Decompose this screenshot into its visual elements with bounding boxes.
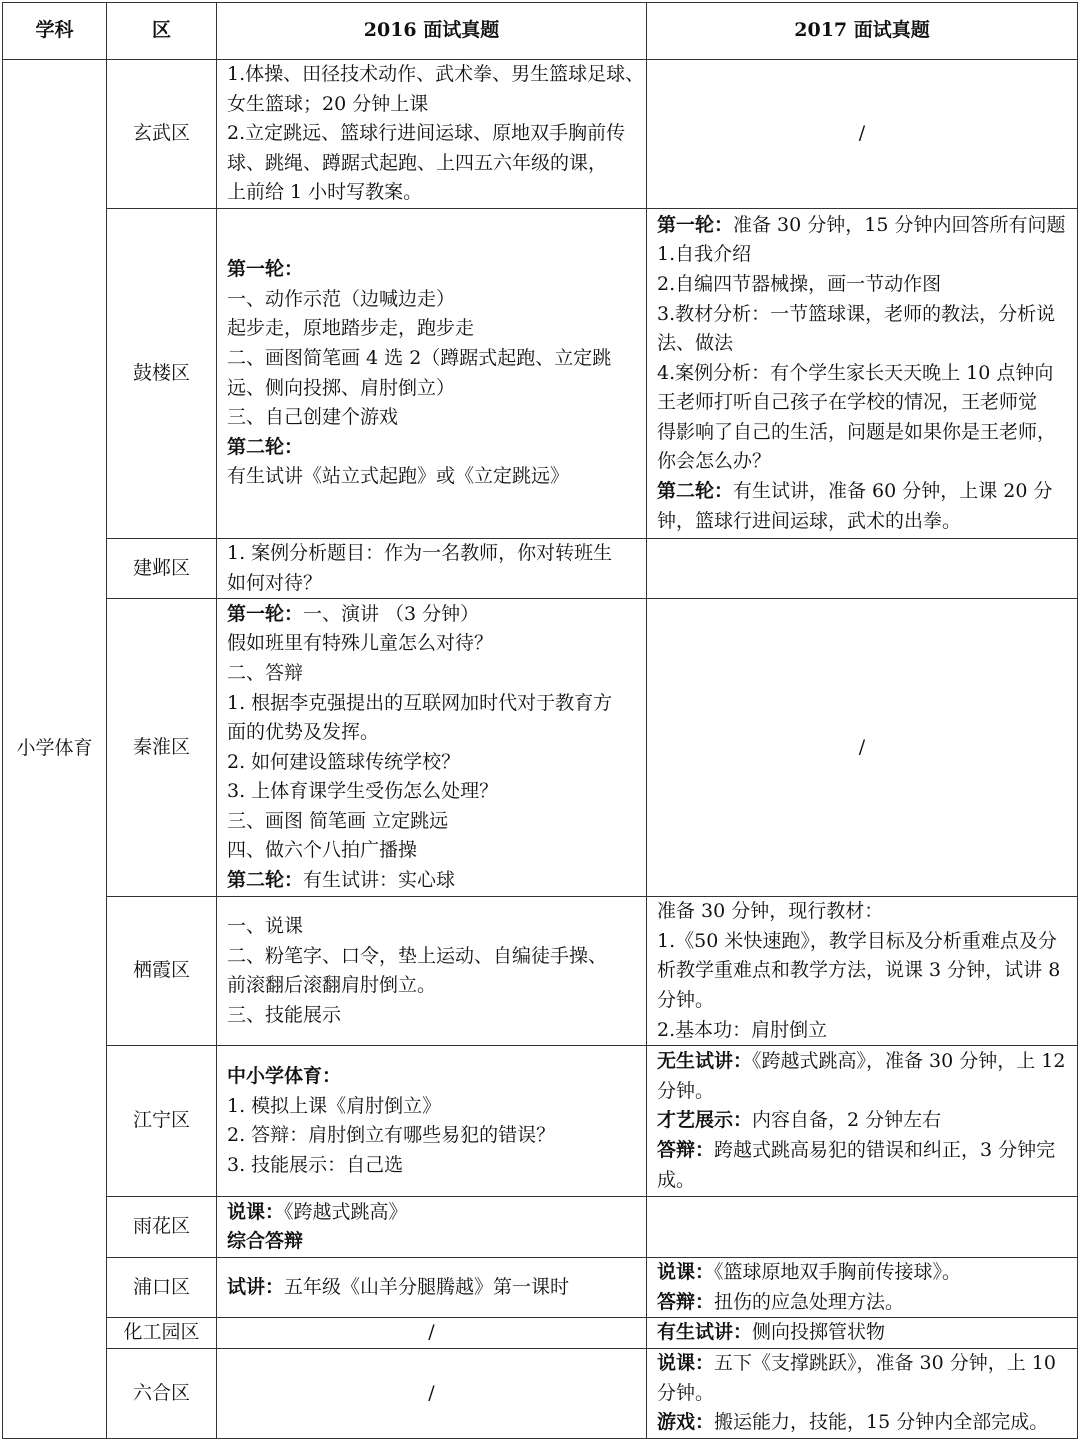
line-text: 法、做法 [657,332,734,355]
cell-line [227,1227,636,1257]
line-text: 远、侧向投掷、肩肘倒立） [227,376,456,399]
line-text: 3. 上体育课学生受伤怎么处理？ [227,780,499,803]
cell-line [227,912,636,942]
cell-line [227,807,636,837]
line-text: 三、自己创建个游戏 [227,406,399,429]
line-text: 二、答辩 [227,661,304,684]
cell-line [657,1349,1067,1379]
district-cell: 建邺区 [107,539,217,599]
cell-line [657,300,1067,330]
questions-2017-cell [647,1258,1078,1318]
cell-line [657,986,1067,1016]
table-row [3,1348,1078,1438]
cell-line [657,211,1067,241]
line-text: 《跨越式跳高》，准备 30 分钟，上 12 [752,1050,1066,1073]
cell-line [227,1318,636,1348]
bold-label: 游戏： [657,1411,715,1434]
line-text: 1.自我介绍 [657,243,752,266]
bold-label: 说课： [657,1351,715,1374]
cell-line [227,777,636,807]
cell-line [227,119,636,149]
cell-line [227,60,645,90]
line-text: 3. 技能展示：自己选 [227,1153,404,1176]
cell-line [227,942,636,972]
cell-line [227,314,636,344]
line-text: 如何对待？ [227,571,323,594]
cell-line [657,240,1067,270]
line-text: 前滚翻后滚翻肩肘倒立。 [227,974,437,997]
line-text: 起步走，原地踏步走，跑步走 [227,317,475,340]
bold-label: 试讲： [227,1275,285,1298]
line-text: 准备 30 分钟，现行教材： [657,900,884,923]
bold-label: 第二轮： [227,869,304,892]
questions-2017-cell [647,539,1078,599]
header-district: 区 [107,3,217,60]
line-text: 搬运能力，技能，15 分钟内全部完成。 [714,1411,1049,1434]
line-text: 你会怎么办？ [657,450,772,473]
header-2017: 2017 面试真题 [647,3,1078,60]
cell-line [657,447,1067,477]
table-row [3,1318,1078,1349]
cell-line [657,897,1067,927]
header-subject: 学科 [3,3,107,60]
cell-line [227,748,636,778]
cell-line [227,1121,636,1151]
questions-2016-cell [217,1197,647,1258]
questions-2016-cell [217,1046,647,1197]
header-row [3,3,1078,60]
questions-2016-cell [217,1318,647,1349]
table-row [3,1258,1078,1318]
line-text: / [428,1321,435,1344]
cell-line [657,1379,1067,1409]
line-text: 侧向投掷管状物 [752,1321,886,1344]
bold-label: 第一轮： [657,213,734,236]
district-cell: 雨花区 [107,1197,217,1258]
cell-line [227,374,636,404]
district-cell: 浦口区 [107,1258,217,1318]
header-2016: 2016 面试真题 [217,3,647,60]
bold-label: 说课： [657,1261,715,1284]
bold-label: 综合答辩 [227,1230,304,1253]
cell-line [227,1001,636,1031]
bold-label: 说课： [227,1200,285,1223]
line-text: 2. 如何建设篮球传统学校？ [227,750,461,773]
bold-label: 才艺展示： [657,1109,753,1132]
cell-line [227,1062,636,1092]
table-row [3,599,1078,897]
cell-line [657,1258,1067,1288]
cell-line [227,1198,636,1228]
line-text: 1. 根据李克强提出的互联网加时代对于教育方 [227,691,613,714]
line-text: 《跨越式跳高》 [284,1200,408,1223]
table-row [3,209,1078,539]
cell-line [227,659,636,689]
district-cell: 秦淮区 [107,599,217,897]
table-row [3,539,1078,599]
line-text: 1.体操、田径技术动作、武术拳、男生篮球足球、 [227,63,645,86]
district-cell: 化工园区 [107,1318,217,1349]
cell-line [657,477,1067,507]
cell-line [657,359,1067,389]
line-text: 内容自备，2 分钟左右 [752,1109,942,1132]
bold-label: 中小学体育： [227,1065,342,1087]
cell-line [227,866,636,896]
cell-line [227,836,636,866]
cell-line [227,629,636,659]
questions-2017-cell [647,209,1078,539]
cell-line [227,255,636,285]
cell-line [227,689,636,719]
cell-line [657,956,1067,986]
district-cell: 六合区 [107,1348,217,1438]
cell-line [227,1092,636,1122]
questions-2016-cell [217,539,647,599]
cell-line [657,1047,1067,1077]
subject-cell: 小学体育 [3,60,107,1439]
cell-line [227,539,636,569]
line-text: 准备 30 分钟，15 分钟内回答所有问题 [733,213,1066,236]
line-text: 一、说课 [227,915,304,937]
table-row [3,1046,1078,1197]
questions-2017-cell [647,1197,1078,1258]
line-text: 球、跳绳、蹲踞式起跑、上四五六年级的课， [227,151,608,174]
cell-line [657,329,1067,359]
line-text: 扭伤的应急处理方法。 [714,1290,905,1313]
line-text: 2.自编四节器械操，画一节动作图 [657,272,942,295]
cell-line [657,1136,1067,1166]
district-cell: 栖霞区 [107,897,217,1046]
line-text: 3.教材分析：一节篮球课，老师的教法，分析说 [657,302,1056,325]
cell-line [657,927,1067,957]
questions-2017-cell [647,1046,1078,1197]
questions-2016-cell [217,60,647,209]
district-cell: 江宁区 [107,1046,217,1197]
line-text: 假如班里有特殊儿童怎么对待？ [227,632,494,655]
line-text: 析教学重难点和教学方法，说课 3 分钟，试讲 8 [657,959,1061,982]
line-text: 上前给 1 小时写教案。 [227,181,423,204]
bold-label: 答辩： [657,1290,715,1313]
line-text: 有生试讲《站立式起跑》或《立定跳远》 [227,465,570,488]
cell-line [657,418,1067,448]
cell-line [657,1318,1067,1348]
cell-line [227,1151,636,1181]
cell-line [657,119,1067,149]
cell-line [227,1273,636,1303]
questions-2016-cell [217,599,647,897]
line-text: 跨越式跳高易犯的错误和纠正，3 分钟完 [714,1138,1056,1161]
line-text: / [858,735,866,758]
line-text: 有生试讲，准备 60 分钟，上课 20 分 [733,480,1053,503]
bold-label: 答辩： [657,1138,715,1161]
cell-line [227,433,636,463]
line-text: 成。 [657,1168,696,1191]
cell-line [657,507,1067,537]
line-text: 1. 模拟上课《肩肘倒立》 [227,1094,442,1117]
line-text: 王老师打听自己孩子在学校的情况，王老师觉 [657,391,1038,414]
line-text: 2.立定跳远、篮球行进间运球、原地双手胸前传 [227,122,626,145]
questions-2017-cell [647,60,1078,209]
bold-label: 有生试讲： [657,1321,753,1344]
cell-line [657,1408,1067,1438]
bold-label: 第一轮： [227,258,304,281]
questions-2016-cell [217,209,647,539]
line-text: 面的优势及发挥。 [227,721,380,744]
questions-2016-cell [217,1258,647,1318]
cell-line [657,270,1067,300]
line-text: 《篮球原地双手胸前传接球》。 [714,1261,962,1284]
cell-line [227,178,636,208]
line-text: 一、演讲 （3 分钟） [303,602,480,625]
line-text: 1. 案例分析题目：作为一名教师，你对转班生 [227,542,613,564]
cell-line [657,1166,1067,1196]
table-row [3,897,1078,1046]
line-text: 五下《支撑跳跃》，准备 30 分钟，上 10 [714,1351,1056,1374]
cell-line [657,733,1067,763]
cell-line [227,403,636,433]
line-text: 女生篮球；20 分钟上课 [227,92,429,115]
line-text: 二、画图简笔画 4 选 2（蹲踞式起跑、立定跳 [227,346,612,369]
cell-line [227,569,636,599]
bold-label: 无生试讲： [657,1050,753,1073]
cell-line [227,344,636,374]
cell-line [227,600,636,630]
line-text: 分钟。 [657,1381,715,1404]
cell-line [227,1379,636,1409]
line-text: 2.基本功：肩肘倒立 [657,1018,828,1041]
district-cell: 鼓楼区 [107,209,217,539]
line-text: 有生试讲：实心球 [303,869,456,892]
line-text: 2. 答辩：肩肘倒立有哪些易犯的错误？ [227,1124,556,1147]
line-text: 三、技能展示 [227,1003,342,1026]
bold-label: 第二轮： [227,435,304,458]
line-text: 4.案例分析：有个学生家长天天晚上 10 点钟向 [657,361,1054,384]
questions-2016-cell [217,1348,647,1438]
table-row [3,1197,1078,1258]
cell-line [657,388,1067,418]
questions-2016-cell [217,897,647,1046]
questions-2017-cell [647,1348,1078,1438]
line-text: / [858,122,866,145]
bold-label: 第二轮： [657,480,734,503]
line-text: 五年级《山羊分腿腾越》第一课时 [284,1275,570,1298]
questions-2017-cell [647,1318,1078,1349]
cell-line [227,285,636,315]
cell-line [657,1077,1067,1107]
line-text: / [428,1381,435,1404]
line-text: 一、动作示范（边喊边走） [227,287,456,310]
line-text: 二、粉笔字、口令，垫上运动、自编徒手操、 [227,944,608,967]
cell-line [227,462,636,492]
cell-line [227,971,636,1001]
cell-line [657,1106,1067,1136]
cell-line [227,149,636,179]
line-text: 得影响了自己的生活，问题是如果你是王老师， [657,420,1057,443]
line-text: 分钟。 [657,1079,715,1102]
cell-line [227,90,636,120]
district-cell: 玄武区 [107,60,217,209]
cell-line [657,1016,1067,1046]
questions-2017-cell [647,897,1078,1046]
line-text: 四、做六个八拍广播操 [227,839,418,862]
questions-2017-cell [647,599,1078,897]
line-text: 1.《50 米快速跑》，教学目标及分析重难点及分 [657,929,1057,952]
cell-line [227,718,636,748]
bold-label: 第一轮： [227,602,304,625]
line-text: 钟，篮球行进间运球，武术的出拳。 [657,509,962,532]
table-row [3,60,1078,209]
line-text: 分钟。 [657,988,715,1011]
interview-questions-table [2,2,1078,1439]
cell-line [657,1288,1067,1318]
line-text: 三、画图 简笔画 立定跳远 [227,809,449,832]
